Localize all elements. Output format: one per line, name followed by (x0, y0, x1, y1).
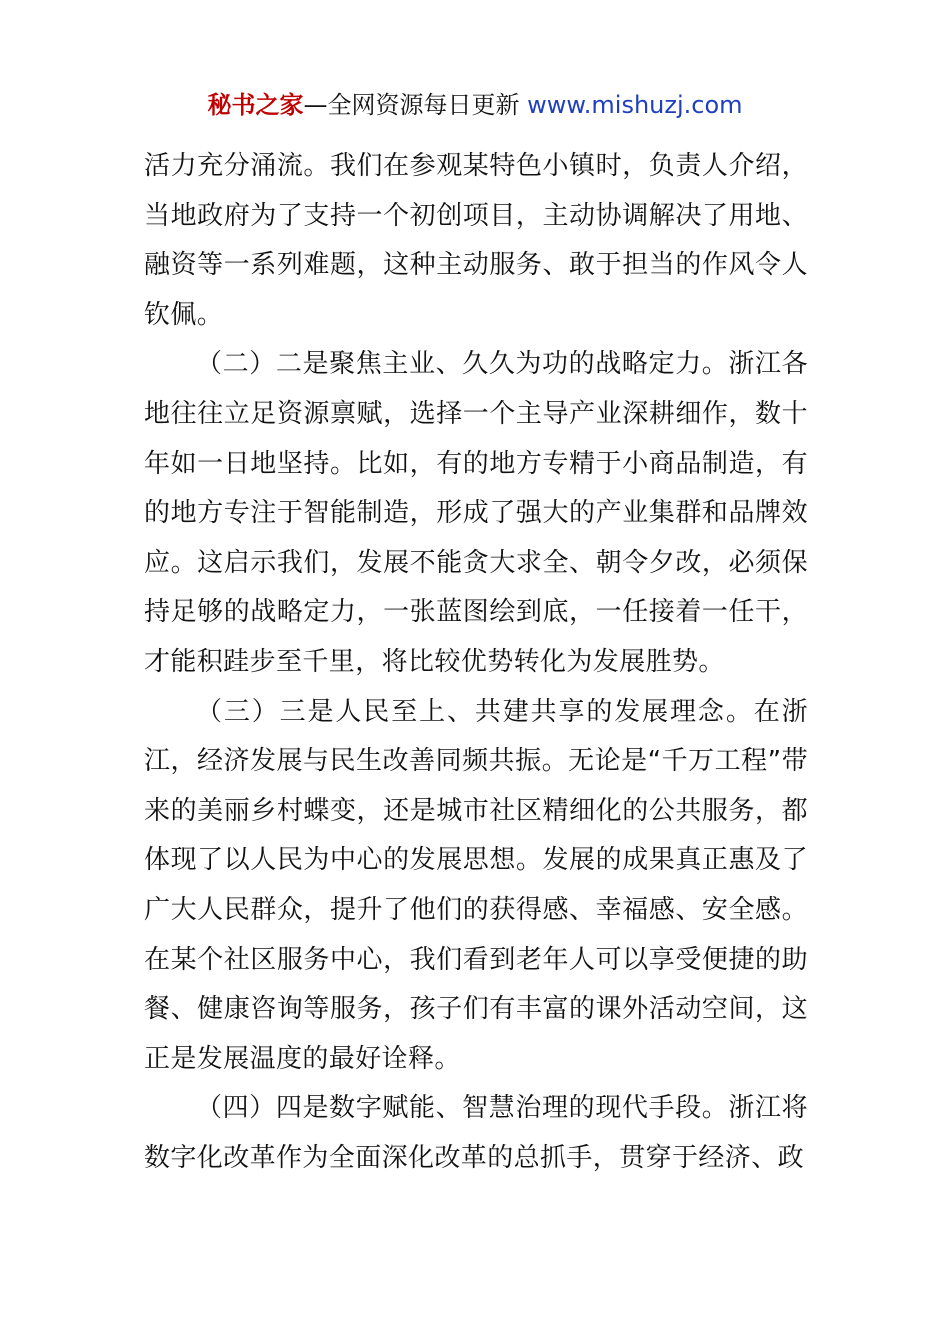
paragraph-section-4: （四）四是数字赋能、智慧治理的现代手段。浙江将数字化改革作为全面深化改革的总抓手，贯穿于经济、政 (144, 1093, 808, 1173)
site-url[interactable]: www.mishuzj.com (527, 91, 743, 119)
page-header (0, 88, 950, 122)
site-tagline: —全网资源每日更新 (303, 91, 528, 119)
paragraph-continued: 活力充分涌流。我们在参观某特色小镇时，负责人介绍，当地政府为了支持一个初创项目，主动协调解决了用地、融资等一系列难题，这种主动服务、敢于担当的作风令人钦佩。 (144, 151, 808, 330)
paragraph-section-2: （二）二是聚焦主业、久久为功的战略定力。浙江各地往往立足资源禀赋，选择一个主导产业深耕细作，数十年如一日地坚持。比如，有的地方专精于小商品制造，有的地方专注于智能制造，形成了强大的产业集群和品牌效应。这启示我们，发展不能贪大求全、朝令夕改，必须保持足够的战略定力，一张蓝图绘到底，一任接着一任干，才能积跬步至千里，将比较优势转化为发展胜势。 (144, 349, 808, 677)
document-body (144, 142, 808, 1183)
site-brand: 秘书之家 (207, 91, 304, 119)
paragraph-section-3: （三）三是人民至上、共建共享的发展理念。在浙江，经济发展与民生改善同频共振。无论是“千万工程”带来的美丽乡村蝶变，还是城市社区精细化的公共服务，都体现了以人民为中心的发展思想。发展的成果真正惠及了广大人民群众，提升了他们的获得感、幸福感、安全感。在某个社区服务中心，我们看到老年人可以享受便捷的助餐、健康咨询等服务，孩子们有丰富的课外活动空间，这正是发展温度的最好诠释。 (144, 696, 808, 1074)
